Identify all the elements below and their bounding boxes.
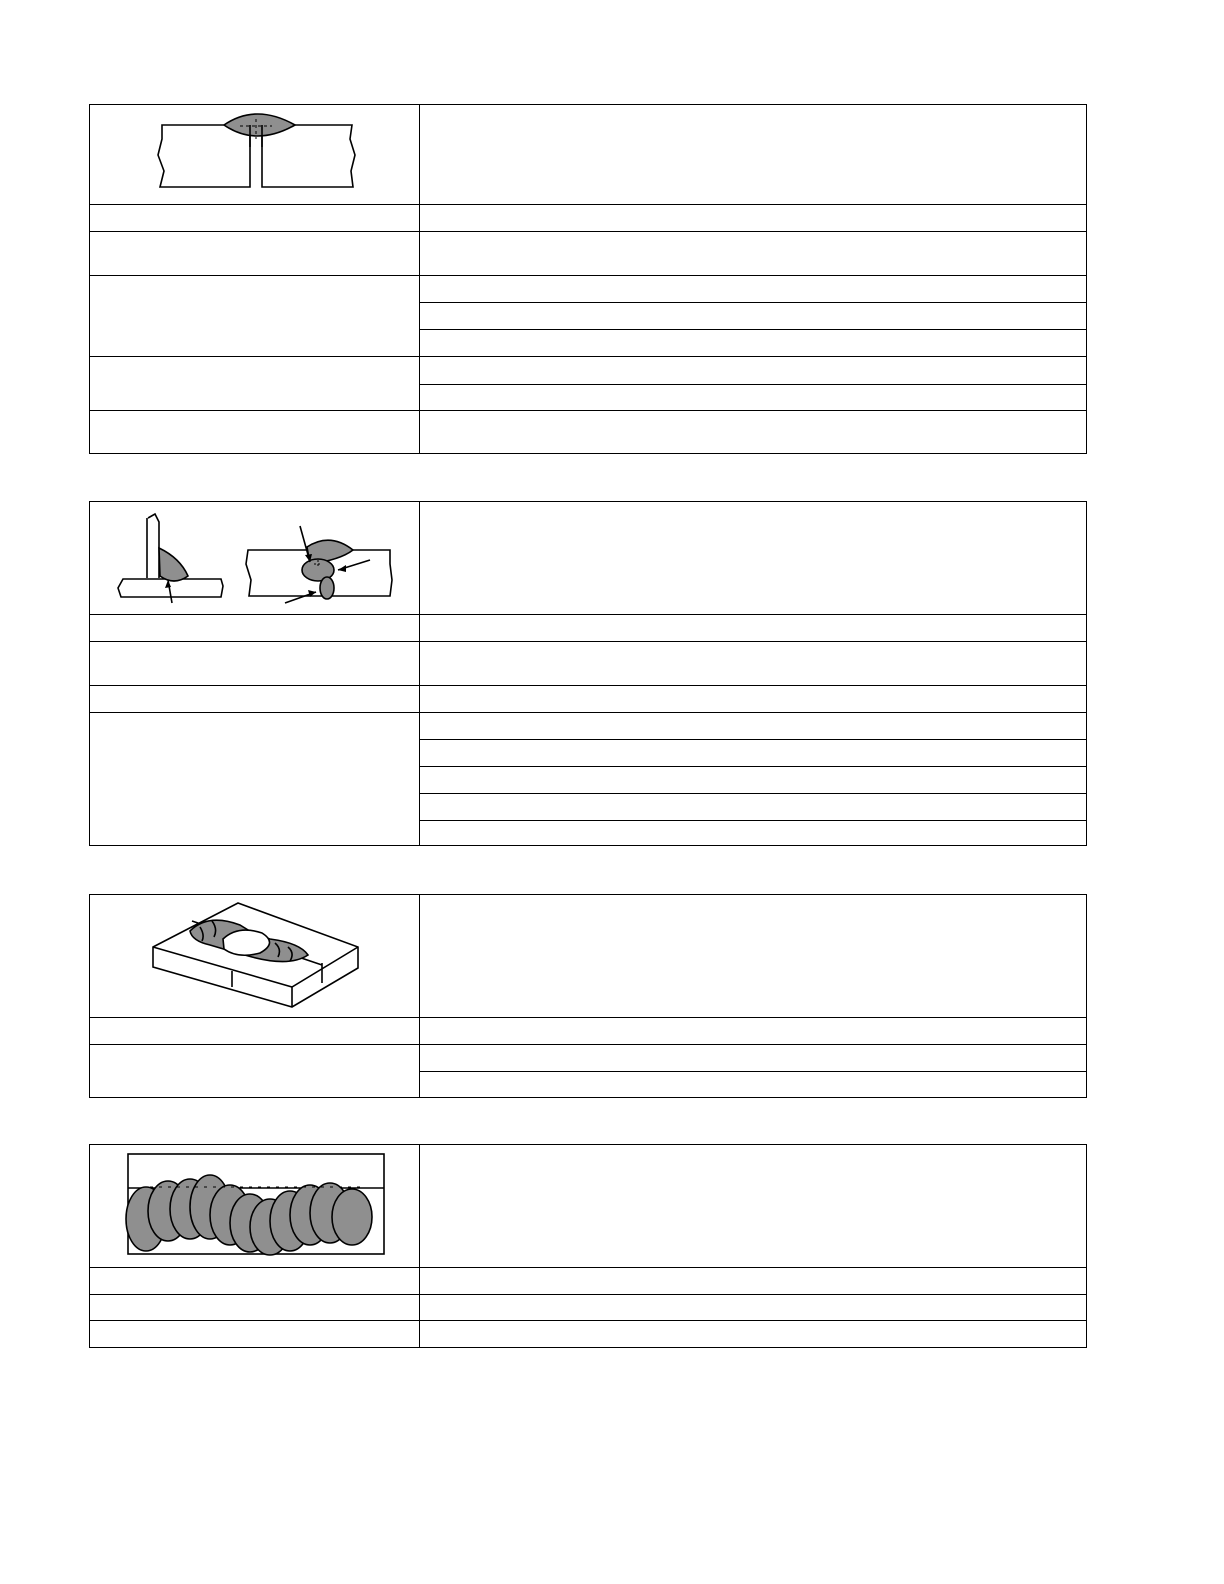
table-4-row-4 (90, 1320, 1086, 1348)
full-penetration-butt-weld-figure (90, 105, 420, 204)
table-4-header-row (90, 1145, 1086, 1267)
table-3-row-2 (90, 1017, 1086, 1045)
table-1-row-3 (90, 231, 1086, 276)
table-2-header-row (90, 502, 1086, 614)
table-3-header-row (90, 895, 1086, 1017)
table-4-figure-cell (90, 1145, 420, 1267)
table-2 (89, 501, 1087, 846)
table-3-figure-cell (90, 895, 420, 1017)
table-1-figure-cell (90, 105, 420, 204)
table-1-row-6 (90, 410, 1086, 454)
table-2-row-3 (90, 641, 1086, 686)
table-1-row-4 (90, 275, 1086, 357)
table-2-figure-cell (90, 502, 420, 614)
overlapping-weld-bead-figure (90, 1145, 420, 1267)
table-3-row-3 (90, 1044, 1086, 1098)
table-1-header-row (90, 105, 1086, 204)
table-1-row-2 (90, 204, 1086, 232)
table-2-row-5 (90, 712, 1086, 846)
table-2-row-4 (90, 685, 1086, 713)
table-1-row-5 (90, 356, 1086, 411)
incomplete-fusion-weld-figure (90, 502, 420, 614)
table-2-row-2 (90, 614, 1086, 642)
table-4 (89, 1144, 1087, 1348)
table-3 (89, 894, 1087, 1098)
table-4-row-2 (90, 1267, 1086, 1295)
weld-crater-defect-figure (90, 895, 420, 1017)
table-1 (89, 104, 1087, 454)
table-4-row-3 (90, 1294, 1086, 1321)
